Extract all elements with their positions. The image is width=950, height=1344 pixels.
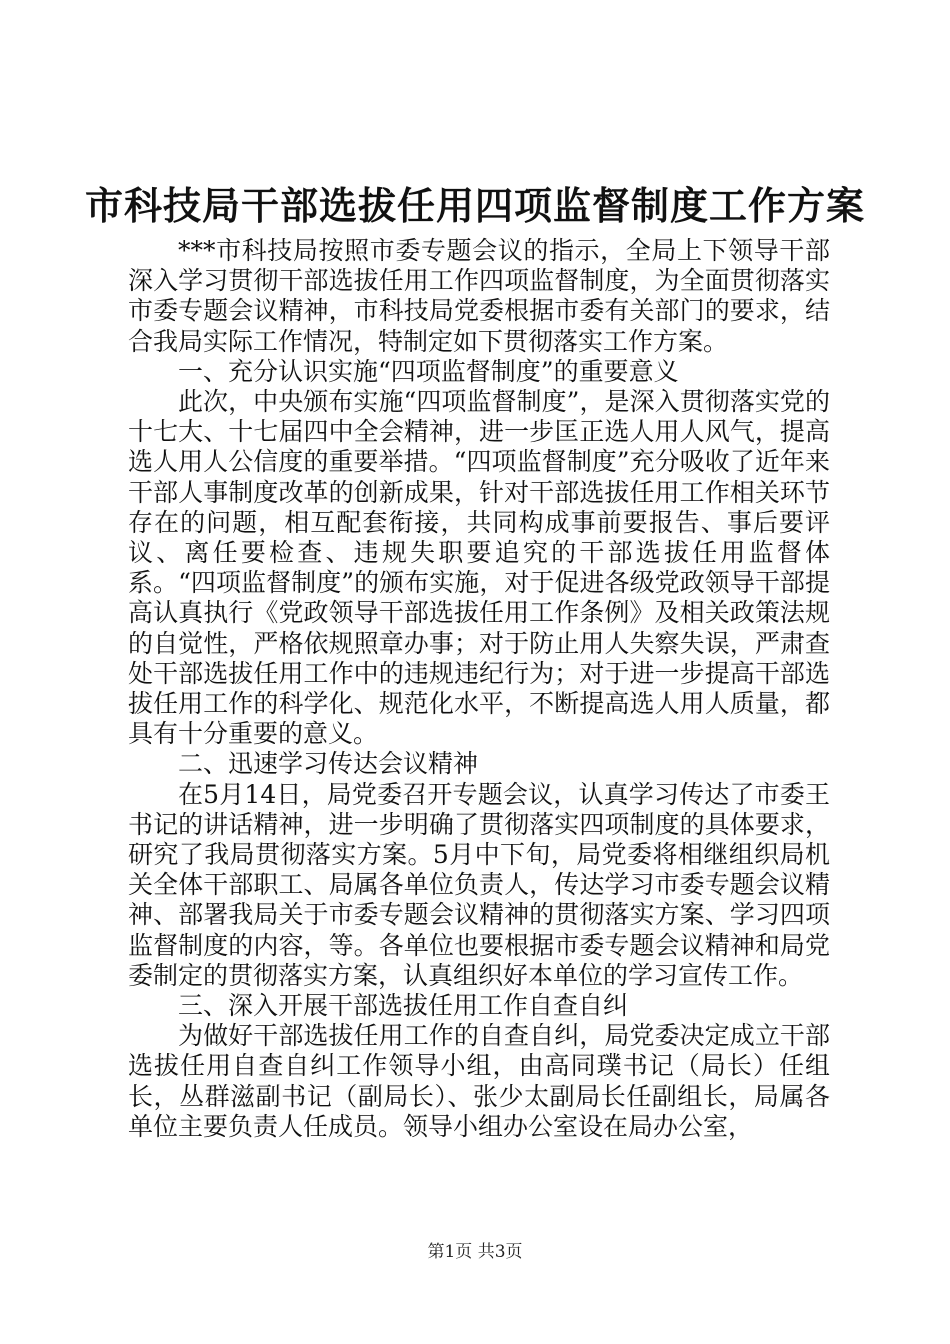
section-heading-3: 三、深入开展干部选拔任用工作自查自纠	[178, 991, 629, 1021]
page-title: 市科技局干部选拔任用四项监督制度工作方案	[84, 183, 865, 228]
document-body	[128, 236, 830, 1142]
page-number-footer: 第1页 共3页	[427, 1242, 523, 1262]
section-heading-2: 二、迅速学习传达会议精神	[178, 749, 479, 779]
section-3-paragraph: 为做好干部选拔任用工作的自查自纠，局党委决定成立干部选拔任用自查自纠工作领导小组，由高同璞书记（局长）任组长，丛群滋副书记（副局长）、张少太副局长任副组长，局属各单位主要负责人任成员。领导小组办公室设在局办公室，	[128, 1021, 830, 1141]
section-1-paragraph: 此次，中央颁布实施“四项监督制度”，是深入贯彻落实党的十七大、十七届四中全会精神，进一步匡正选人用人风气，提高选人用人公信度的重要举措。“四项监督制度”充分吸收了近年来干部人事制度改革的创新成果，针对干部选拔任用工作相关环节存在的问题，相互配套衔接，共同构成事前要报告、事后要评议、离任要检查、违规失职要追究的干部选拔任用监督体系。“四项监督制度”的颁布实施，对于促进各级党政领导干部提高认真执行《党政领导干部选拔任用工作条例》及相关政策法规的自觉性，严格依规照章办事；对于防止用人失察失误，严肃查处干部选拔任用工作中的违规违纪行为；对于进一步提高干部选拔任用工作的科学化、规范化水平，不断提高选人用人质量，都具有十分重要的意义。	[128, 387, 830, 749]
section-heading-1: 一、充分认识实施“四项监督制度”的重要意义	[178, 356, 679, 386]
section-2-paragraph: 在5月14日，局党委召开专题会议，认真学习传达了市委王书记的讲话精神，进一步明确了贯彻落实四项制度的具体要求，研究了我局贯彻落实方案。5月中下旬，局党委将相继组织局机关全体干部职工、局属各单位负责人，传达学习市委专题会议精神、部署我局关于市委专题会议精神的贯彻落实方案、学习四项监督制度的内容，等。各单位也要根据市委专题会议精神和局党委制定的贯彻落实方案，认真组织好本单位的学习宣传工作。	[128, 779, 830, 990]
intro-paragraph: ***市科技局按照市委专题会议的指示，全局上下领导干部深入学习贯彻干部选拔任用工作四项监督制度，为全面贯彻落实市委专题会议精神，市科技局党委根据市委有关部门的要求，结合我局实际工作情况，特制定如下贯彻落实工作方案。	[128, 236, 830, 356]
